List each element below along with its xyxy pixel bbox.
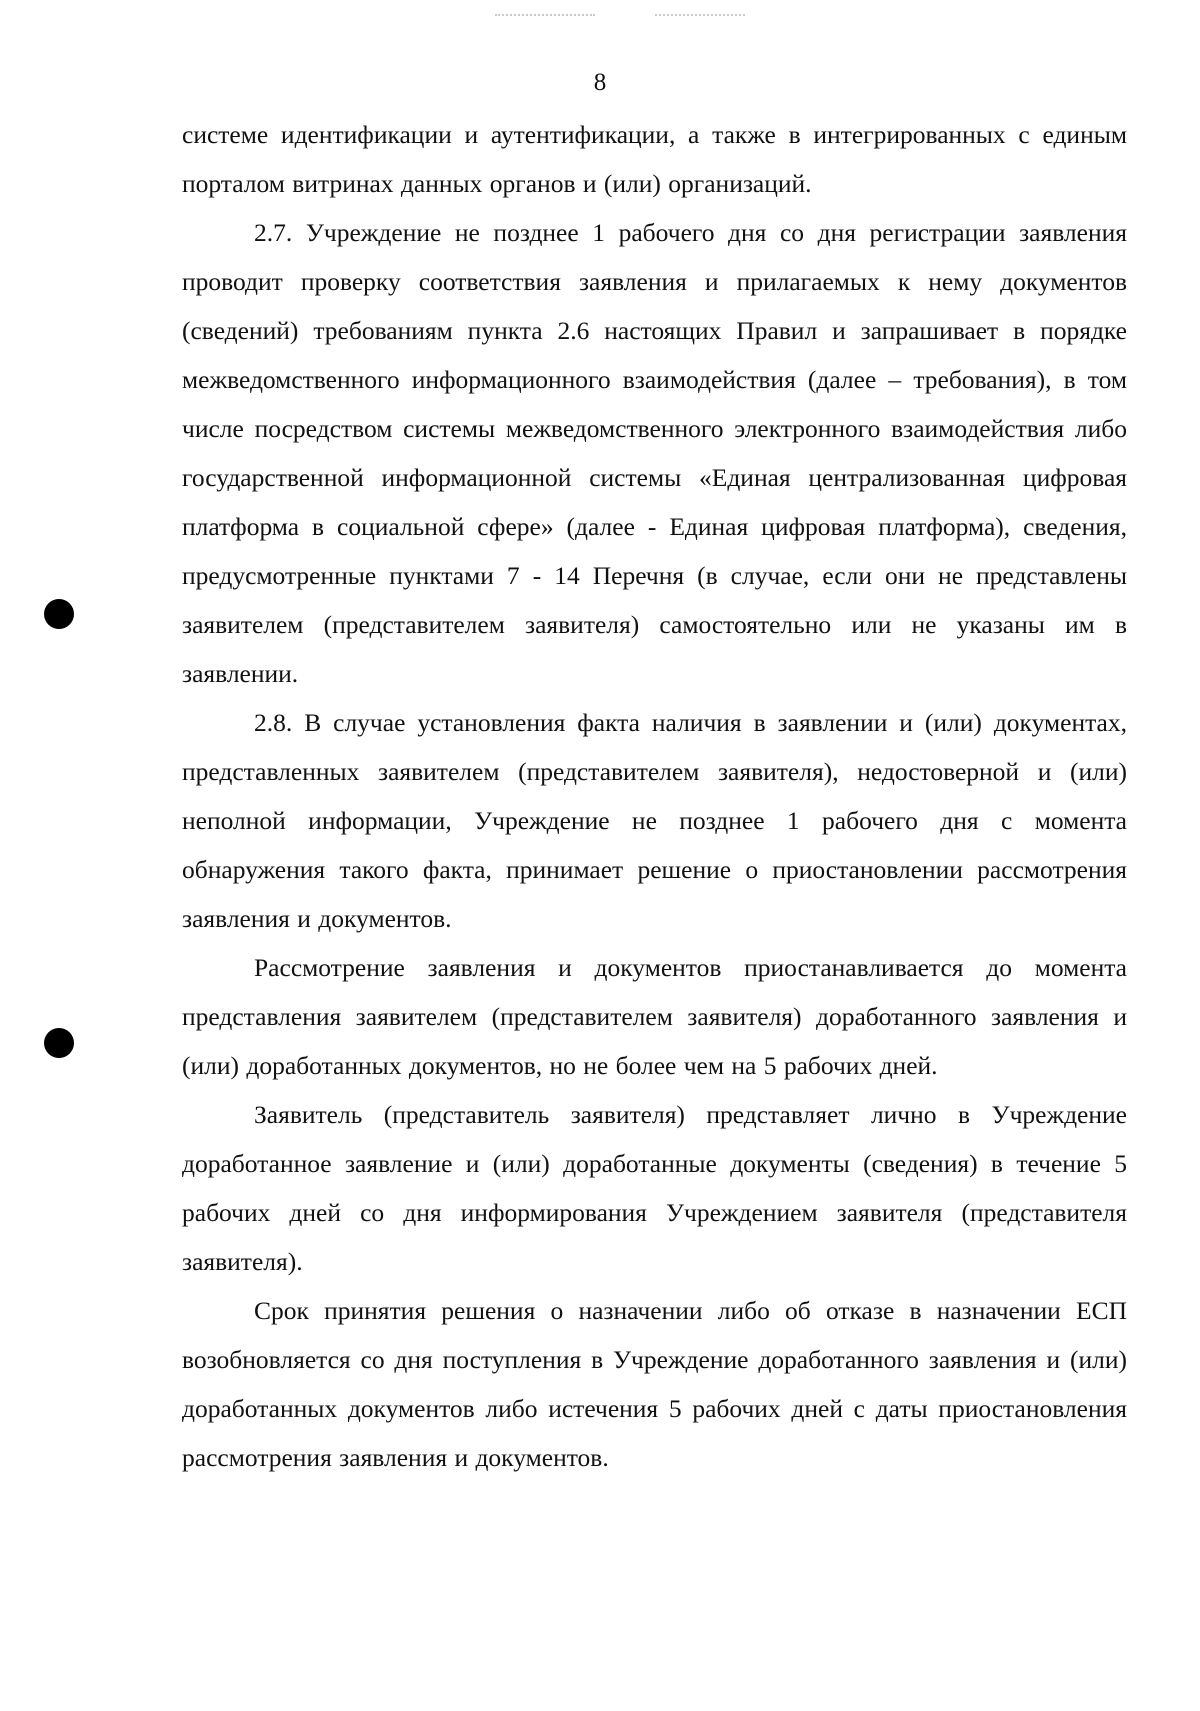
paragraph-deadline-resumption: Срок принятия решения о назначении либо об отказе в назначении ЕСП возобновляется со дня поступления в Учреждение доработанного заявления и (или) доработанных документов либо истечения 5 рабочих дней с даты приостановления рассмотрения заявления и документов. bbox=[182, 1296, 1127, 1472]
punch-hole bbox=[44, 599, 74, 629]
punch-hole bbox=[44, 1028, 74, 1058]
paragraph-continuation: системе идентификации и аутентификации, а также в интегрированных с единым порталом витринах данных органов и (или) организаций. bbox=[182, 120, 1127, 198]
scan-artifact bbox=[495, 14, 595, 28]
body-text bbox=[182, 110, 1127, 1482]
scan-artifact bbox=[655, 14, 745, 28]
paragraph-2-7: 2.7. Учреждение не позднее 1 рабочего дня со дня регистрации заявления проводит проверку соответствия заявления и прилагаемых к нему документов (сведений) требованиям пункта 2.6 настоящих Правил и запрашивает в порядке межведомственного информационного взаимодействия (далее – требования), в том числе посредством системы межведомственного электронного взаимодействия либо государственной информационной системы «Единая централизованная цифровая платформа в социальной сфере» (далее - Единая цифровая платформа), сведения, предусмотренные пунктами 7 - 14 Перечня (в случае, если они не представлены заявителем (представителем заявителя) самостоятельно или не указаны им в заявлении. bbox=[182, 218, 1127, 688]
paragraph-suspension: Рассмотрение заявления и документов приостанавливается до момента представления заявителем (представителем заявителя) доработанного заявления и (или) доработанных документов, но не более чем на 5 рабочих дней. bbox=[182, 953, 1127, 1080]
paragraph-2-8: 2.8. В случае установления факта наличия в заявлении и (или) документах, представленных заявителем (представителем заявителя), недостоверной и (или) неполной информации, Учреждение не позднее 1 рабочего дня с момента обнаружения такого факта, принимает решение о приостановлении рассмотрения заявления и документов. bbox=[182, 708, 1127, 933]
paragraph-applicant-submission: Заявитель (представитель заявителя) представляет лично в Учреждение доработанное заявление и (или) доработанные документы (сведения) в течение 5 рабочих дней со дня информирования Учреждением заявителя (представителя заявителя). bbox=[182, 1100, 1127, 1276]
page-number: 8 bbox=[593, 69, 607, 96]
